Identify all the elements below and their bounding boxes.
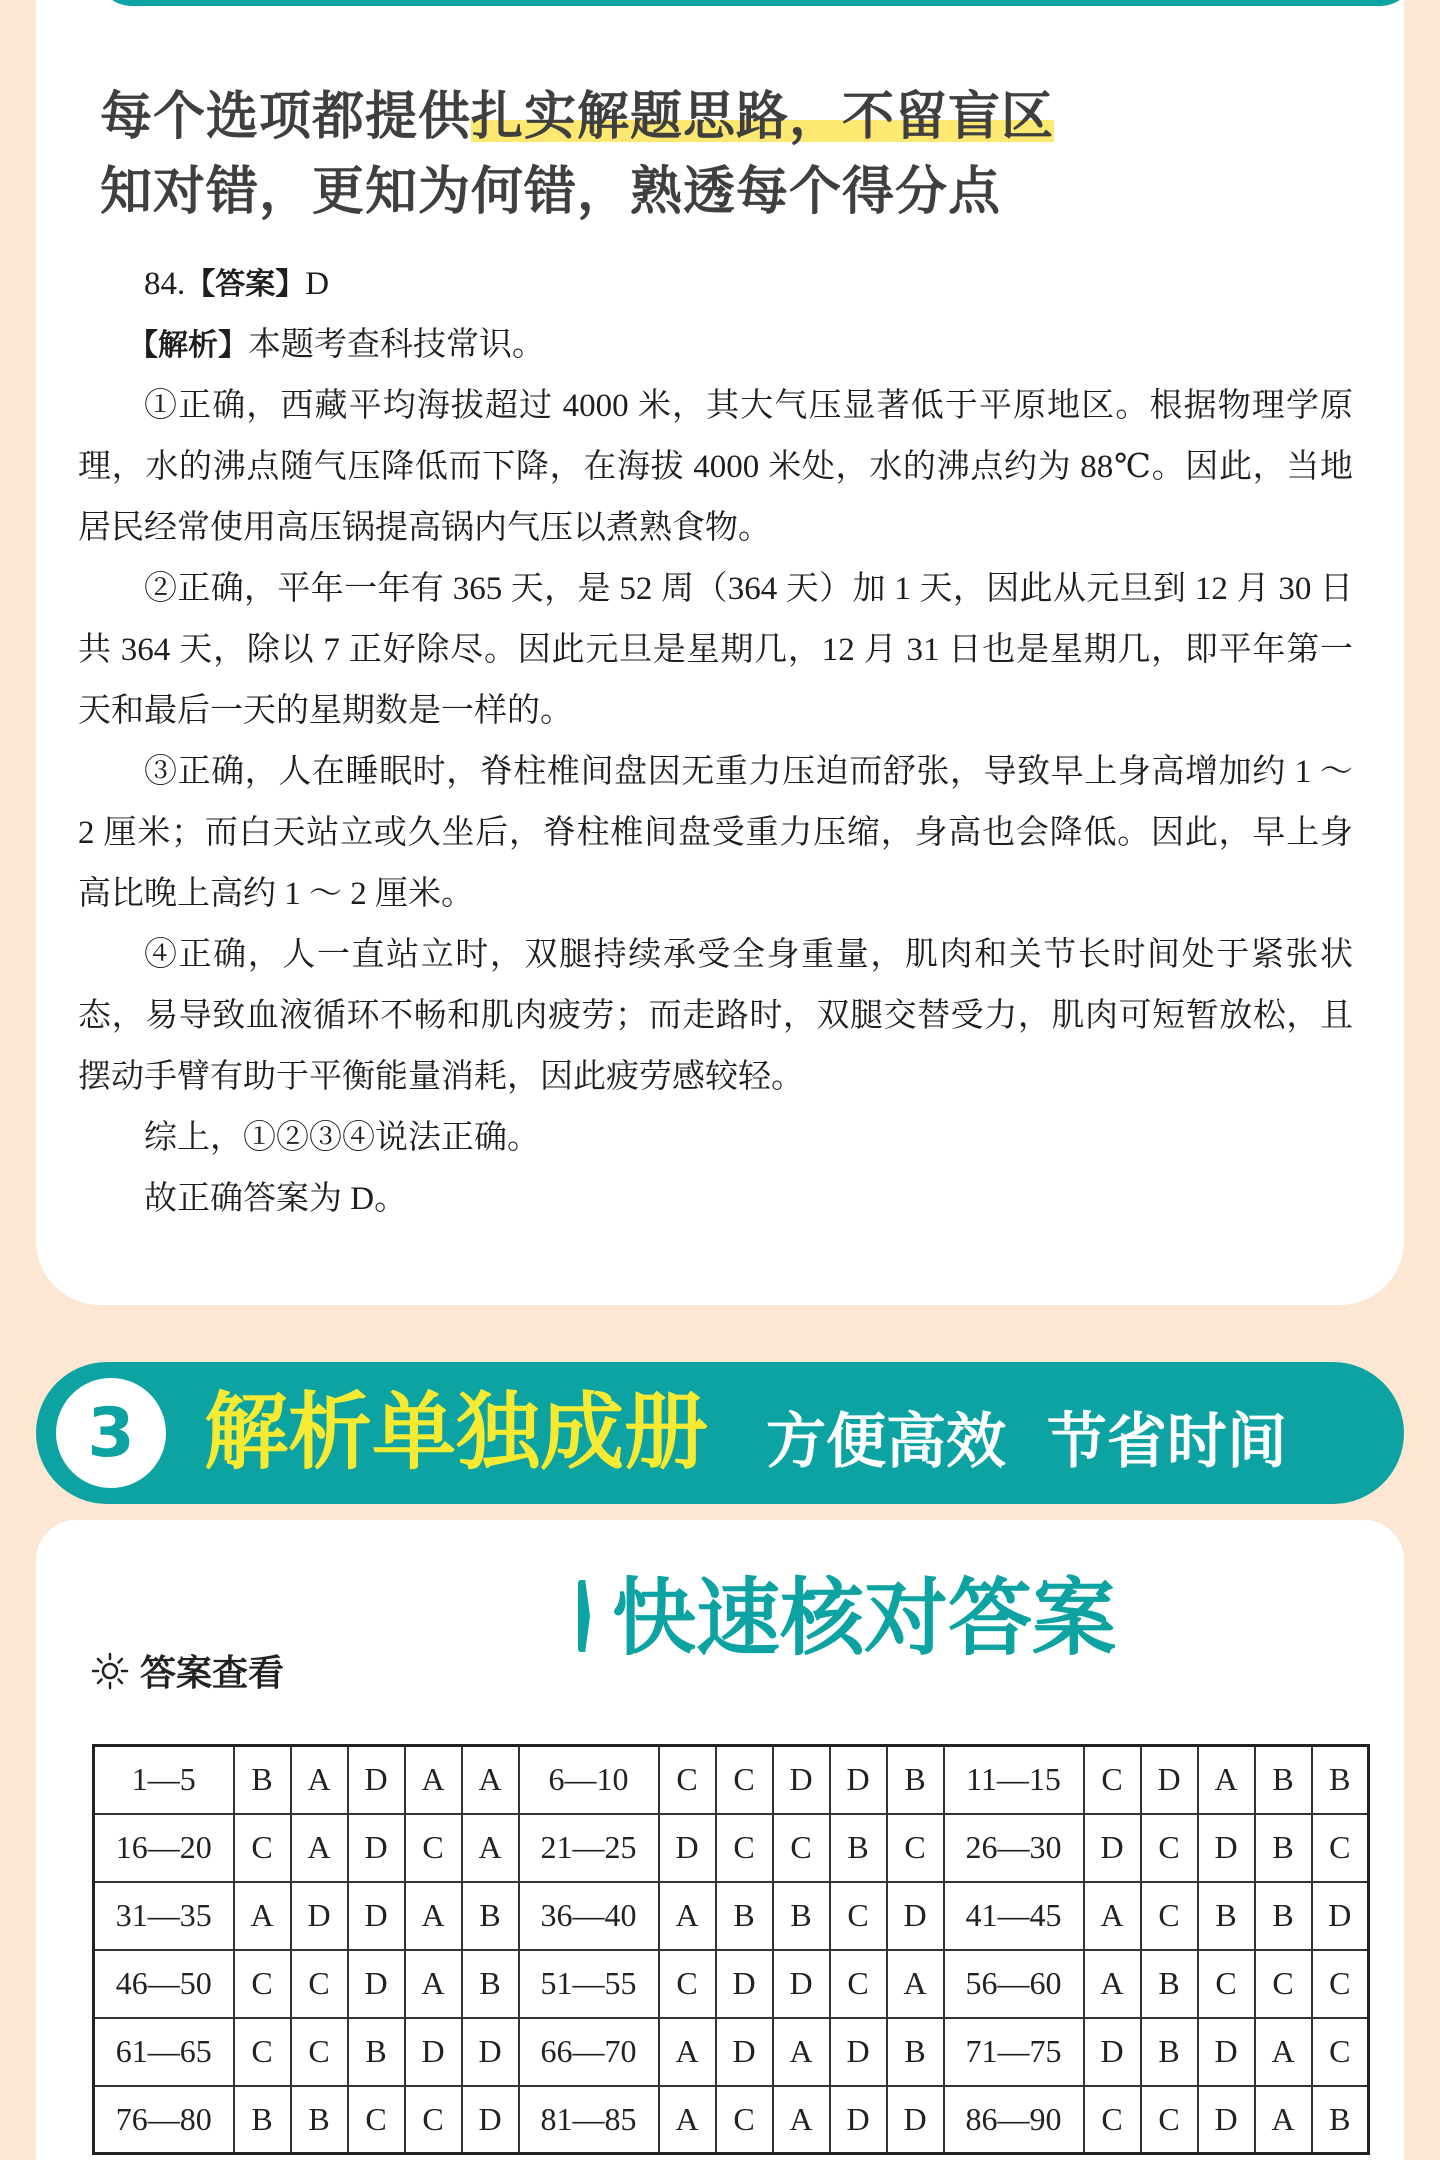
answer-cell: D [1198,1814,1255,1882]
answer-cell: B [1255,1814,1312,1882]
table-row [94,1746,1369,1814]
answer-cell: B [234,2086,291,2154]
question-range-cell: 51—55 [519,1950,659,2018]
answer-table-body [94,1746,1369,2154]
analysis-line [78,315,1353,376]
question-range-cell: 21—25 [519,1814,659,1882]
answer-cell: A [405,1746,462,1814]
question-range-cell: 56—60 [944,1950,1084,2018]
table-row [94,2086,1369,2154]
answer-cell: C [1255,1950,1312,2018]
explanation-body [78,254,1353,1230]
answer-cell: C [348,2086,405,2154]
answer-cell: D [348,1882,405,1950]
answer-cell: C [716,1746,773,1814]
question-range-cell: 16—20 [94,1814,234,1882]
answer-cell: A [773,2086,830,2154]
answer-cell: C [1084,1746,1141,1814]
answer-cell: A [1198,1746,1255,1814]
answer-cell: D [773,1950,830,2018]
answer-cell: C [1141,2086,1198,2154]
answer-cell: B [1141,2018,1198,2086]
answer-cell: C [830,1950,887,2018]
answer-cell: C [234,1950,291,2018]
answer-cell: D [1312,1882,1369,1950]
answer-cell: D [1198,2086,1255,2154]
question-range-cell: 46—50 [94,1950,234,2018]
answer-cell: C [830,1882,887,1950]
table-row [94,2018,1369,2086]
question-range-cell: 81—85 [519,2086,659,2154]
answer-cell: D [462,2018,519,2086]
answer-cell: C [234,2018,291,2086]
answer-cell: B [234,1746,291,1814]
answer-cell: A [405,1882,462,1950]
answer-cell: A [773,2018,830,2086]
answer-cell: D [1084,2018,1141,2086]
question-range-cell: 76—80 [94,2086,234,2154]
answer-cell: B [348,2018,405,2086]
headline-line-1-plain: 每个选项都提供 [100,87,472,147]
answer-table [92,1744,1370,2155]
answer-cell: C [716,2086,773,2154]
answer-value: D [305,266,330,302]
section-number-badge: 3 [56,1378,166,1488]
answer-cell: A [1255,2018,1312,2086]
banner-subtitle: 方便高效 节省时间 [766,1407,1287,1477]
analysis-tag: 【解析】 [128,328,248,363]
answer-tag: 【答案】 [185,267,306,302]
analysis-conclusion: 故正确答案为 D。 [144,1181,408,1217]
answer-cell: C [773,1814,830,1882]
answer-cell: A [659,1882,716,1950]
answer-cell: B [716,1882,773,1950]
answer-cell: A [659,2086,716,2154]
quick-check-title: 快速核对答案 [612,1569,1117,1667]
answer-cell: B [887,2018,944,2086]
answer-cell: A [234,1882,291,1950]
answer-cell: C [405,2086,462,2154]
answer-cell: A [1255,2086,1312,2154]
question-range-cell: 31—35 [94,1882,234,1950]
answer-cell: D [659,1814,716,1882]
answer-cell: D [773,1746,830,1814]
question-range-cell: 26—30 [944,1814,1084,1882]
answer-cell: D [348,1950,405,2018]
answer-cell: D [1198,2018,1255,2086]
answer-cell: A [1084,1882,1141,1950]
answer-cell: B [1255,1746,1312,1814]
answer-cell: A [291,1814,348,1882]
answer-section-title: 答案查看 [140,1653,285,1694]
answer-cell: C [234,1814,291,1882]
analysis-paragraph-2: ②正确，平年一年有 365 天，是 52 周（364 天）加 1 天，因此从元旦到 12 月 30 日共 364 天，除以 7 正好除尽。因此元旦是星期几，12 月 31 日也是星期几，即平年第一天和最后一天的星期数是一样的。 [78,571,1353,729]
answer-cell: C [1198,1950,1255,2018]
question-range-cell: 11—15 [944,1746,1084,1814]
question-number: 84. [144,266,186,302]
question-range-cell: 6—10 [519,1746,659,1814]
question-range-cell: 41—45 [944,1882,1084,1950]
question-range-cell: 36—40 [519,1882,659,1950]
answer-section-header [90,1645,284,1696]
answer-cell: C [1141,1882,1198,1950]
answer-cell: B [462,1882,519,1950]
answer-cell: A [659,2018,716,2086]
answer-cell: B [1312,1746,1369,1814]
answer-cell: A [291,1746,348,1814]
answer-cell: B [887,1746,944,1814]
headline-line-2: 知对错，更知为何错，熟透每个得分点 [100,162,1002,222]
sun-icon [90,1651,130,1691]
answer-cell: C [1141,1814,1198,1882]
answer-cell: B [291,2086,348,2154]
analysis-paragraph-3: ③正确，人在睡眠时，脊柱椎间盘因无重力压迫而舒张，导致早上身高增加约 1 ～ 2 厘米；而白天站立或久坐后，脊柱椎间盘受重力压缩，身高也会降低。因此，早上身高比晚上高约 1 ～ 2 厘米。 [78,754,1353,912]
answer-cell: A [1084,1950,1141,2018]
answer-cell: D [830,1746,887,1814]
question-range-cell: 71—75 [944,2018,1084,2086]
answer-cell: B [1198,1882,1255,1950]
section-banner [36,1362,1404,1504]
answer-cell: C [716,1814,773,1882]
answer-cell: D [348,1746,405,1814]
answer-cell: D [887,1882,944,1950]
answer-cell: C [405,1814,462,1882]
question-range-cell: 61—65 [94,2018,234,2086]
answer-cell: D [1084,1814,1141,1882]
answer-cell: B [773,1882,830,1950]
answer-cell: C [291,1950,348,2018]
question-range-cell: 1—5 [94,1746,234,1814]
answer-cell: B [1255,1882,1312,1950]
answer-cell: A [405,1950,462,2018]
answer-cell: D [716,2018,773,2086]
table-row [94,1814,1369,1882]
answer-cell: C [1312,2018,1369,2086]
answer-cell: C [659,1746,716,1814]
answer-line [78,254,1353,315]
answer-cell: B [1141,1950,1198,2018]
table-row [94,1950,1369,2018]
headline-highlight: 扎实解题思路，不留盲区 [471,87,1055,147]
answer-cell: B [462,1950,519,2018]
answer-cell: C [887,1814,944,1882]
answer-cell: D [830,2018,887,2086]
analysis-intro: 本题考查科技常识。 [248,327,545,363]
answer-cell: D [291,1882,348,1950]
answer-cell: C [1084,2086,1141,2154]
answer-cell: B [1312,2086,1369,2154]
question-range-cell: 86—90 [944,2086,1084,2154]
headline-line-1 [100,80,1054,155]
answer-cell: A [887,1950,944,2018]
answer-cell: C [659,1950,716,2018]
answer-cell: A [462,1746,519,1814]
headline [100,80,1054,230]
answer-cell: D [405,2018,462,2086]
answer-cell: D [887,2086,944,2154]
answer-cell: D [716,1950,773,2018]
answer-cell: D [830,2086,887,2154]
banner-main-title: 解析单独成册 [204,1383,709,1481]
answer-cell: D [462,2086,519,2154]
analysis-summary: 综上，①②③④说法正确。 [144,1120,540,1156]
table-row [94,1882,1369,1950]
answer-cell: A [462,1814,519,1882]
top-teal-strip [96,0,1416,6]
answer-cell: B [830,1814,887,1882]
answer-cell: D [1141,1746,1198,1814]
answer-cell: C [291,2018,348,2086]
answer-cell: C [1312,1950,1369,2018]
question-range-cell: 66—70 [519,2018,659,2086]
analysis-paragraph-1: ①正确，西藏平均海拔超过 4000 米，其大气压显著低于平原地区。根据物理学原理，水的沸点随气压降低而下降，在海拔 4000 米处，水的沸点约为 88℃。因此，当地居民经常使用高压锅提高锅内气压以煮熟食物。 [78,388,1353,546]
analysis-paragraph-4: ④正确，人一直站立时，双腿持续承受全身重量，肌肉和关节长时间处于紧张状态，易导致血液循环不畅和肌肉疲劳；而走路时，双腿交替受力，肌肉可短暂放松，且摆动手臂有助于平衡能量消耗，因此疲劳感较轻。 [78,937,1353,1095]
answer-cell: C [1312,1814,1369,1882]
answer-cell: D [348,1814,405,1882]
